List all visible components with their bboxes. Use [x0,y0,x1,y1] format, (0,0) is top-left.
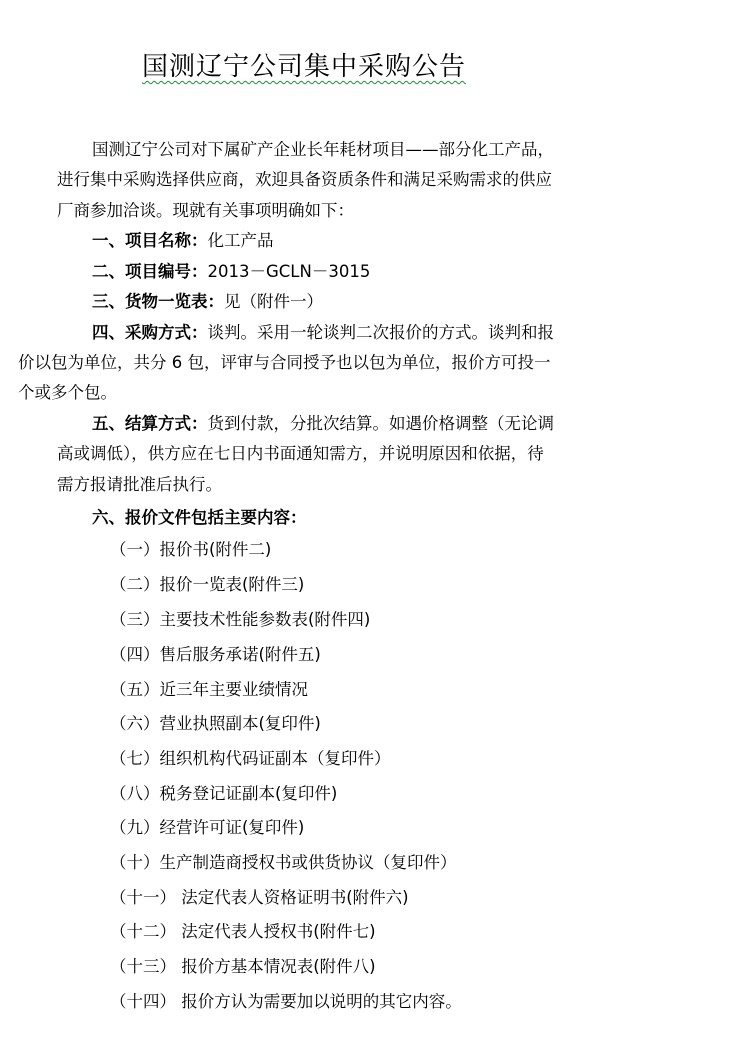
procurement-method-line-3: 个或多个包。 [18,383,117,402]
list-item: （十）生产制造商授权书或供货协议（复印件） [110,853,457,872]
section-label: 二、项目编号： [92,262,208,281]
list-item: （四）售后服务承诺(附件五) [110,645,321,664]
list-item: （六）营业执照副本(复印件) [110,714,321,733]
section-value: 2013－GCLN－3015 [207,262,371,281]
intro-line-1: 国测辽宁公司对下属矿产企业长年耗材项目——部分化工产品， [92,140,554,159]
list-item: （十一） 法定代表人资格证明书(附件六) [110,888,409,907]
settlement-method-line-2: 高或调低），供方应在七日内书面通知需方，并说明原因和依据，待 [57,444,544,463]
section-quotation-contents: 六、报价文件包括主要内容： [92,508,307,527]
list-item: （十三） 报价方基本情况表(附件八) [110,957,376,976]
list-item: （十二） 法定代表人授权书(附件七) [110,922,376,941]
section-value: 谈判。采用一轮谈判二次报价的方式。谈判和报 [207,323,554,342]
list-item: （八）税务登记证副本(复印件) [110,784,338,803]
section-label: 一、项目名称： [92,231,208,250]
list-item: （五）近三年主要业绩情况 [110,680,308,699]
section-settlement-method [92,413,554,435]
section-value: 化工产品 [207,231,274,250]
section-goods-list [92,291,323,313]
list-item: （九）经营许可证(复印件) [110,818,305,837]
section-project-name [92,230,274,252]
section-label: 四、采购方式： [92,323,208,342]
section-project-number [92,261,370,283]
page-title: 国测辽宁公司集中采购公告 [142,52,467,82]
settlement-method-line-3: 需方报请批准后执行。 [57,475,222,494]
list-item: （二）报价一览表(附件三) [110,575,305,594]
section-value: 见（附件一） [224,292,323,311]
section-procurement-method [92,322,554,344]
list-item: （一）报价书(附件二) [110,540,272,559]
procurement-method-line-2: 价以包为单位，共分 6 包，评审与合同授予也以包为单位，报价方可投一 [18,353,551,372]
section-value: 货到付款，分批次结算。如遇价格调整（无论调 [207,414,554,433]
list-item: （三）主要技术性能参数表(附件四) [110,610,371,629]
list-item: （七）组织机构代码证副本（复印件） [110,749,391,768]
section-label: 五、结算方式： [92,414,208,433]
list-item: （十四） 报价方认为需要加以说明的其它内容。 [110,992,462,1011]
section-label: 三、货物一览表： [92,292,224,311]
intro-line-3: 厂商参加洽谈。现就有关事项明确如下： [57,201,354,220]
intro-line-2: 进行集中采购选择供应商，欢迎具备资质条件和满足采购需求的供应 [57,170,552,189]
